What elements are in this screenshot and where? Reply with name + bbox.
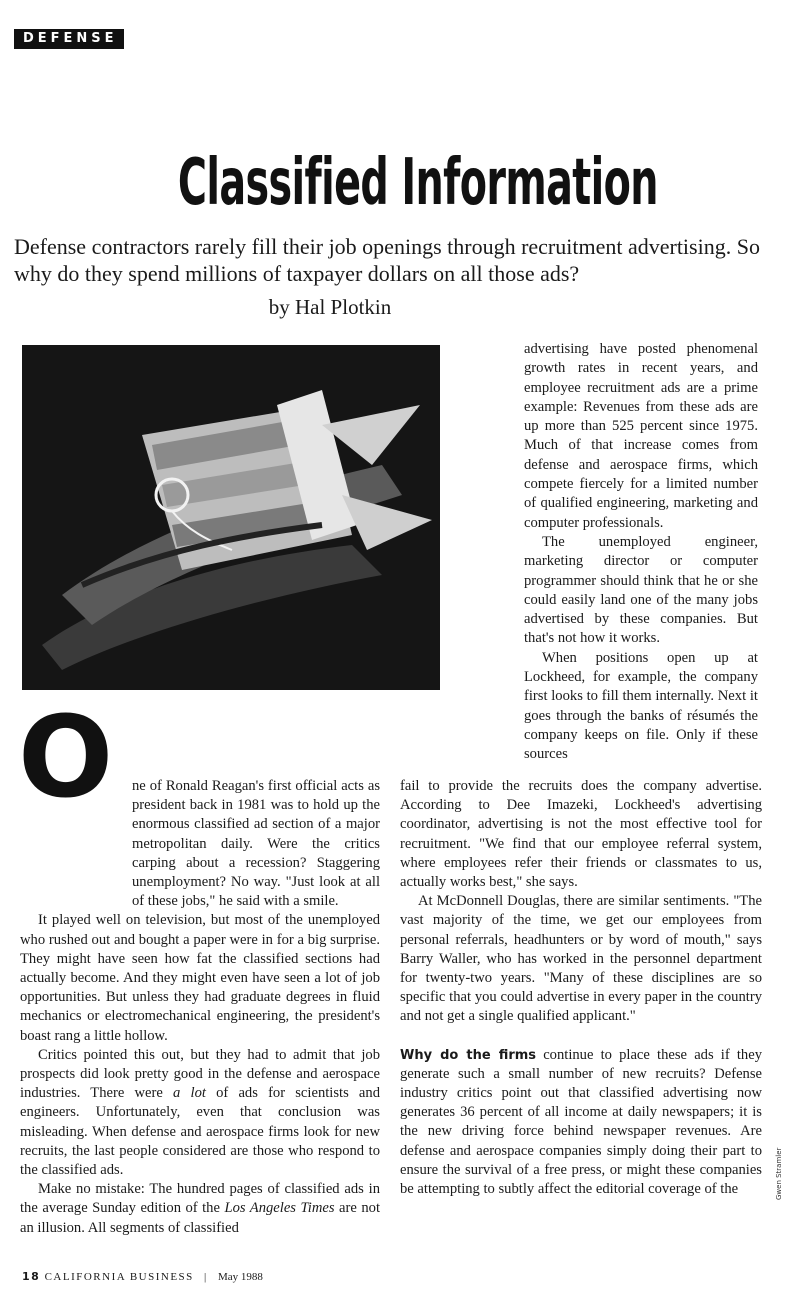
right-column-top xyxy=(524,340,758,765)
paragraph: When positions open up at Lockheed, for example, the company first looks to fill them internally. Next it goes through the banks of résumés the company keeps on file. Only if these sources xyxy=(524,649,758,763)
paragraph: It played well on television, but most of the unemployed who rushed out and bought a paper were in for a big surprise. They might have seen how fat the classified sections had actually become. And they might even have seen a lot of job opportunities. But unless they had graduate degrees in fluid mechanics or electromechanical engineering, the president's boast rang a little hollow. xyxy=(20,912,380,1044)
illustration xyxy=(22,345,440,690)
publication-name: Los Angeles Times xyxy=(224,1200,335,1217)
text-run: continue to place these ads if they generate such a small number of new recruits? Defense industry critics point out that classified advertising now generates 36 percent of all income at daily newspapers; it is the new driving force behind newspaper revenues. Are defense and aerospace companies simply doing their part to ensure the survival of a free press, or might these companies be attempting to subtly affect the editorial coverage of the xyxy=(400,1046,763,1198)
newspaper-wrapped-missile-illustration xyxy=(22,345,440,690)
run-in-head: Why do the firms xyxy=(400,1047,537,1063)
folio-separator: | xyxy=(204,1271,208,1283)
section-tag: DEFENSE xyxy=(14,29,124,49)
drop-cap-letter: O xyxy=(18,712,114,798)
paragraph: fail to provide the recruits does the company advertise. According to Dee Imazeki, Lockheed's advertising coordinator, advertising is not the most effective tool for recruitment. "We find that our employee referral system, where employees refer their friends or classmates to us, actually works best," she says. xyxy=(400,778,762,891)
deck: Defense contractors rarely fill their job openings through recruitment advertising. So why do they spend millions of taxpayer dollars on all those ads? xyxy=(14,234,760,286)
paragraph: The unemployed engineer, marketing director or computer programmer should think that he or she could easily land one of the many jobs advertised by these companies. But that's not how it works. xyxy=(524,533,758,647)
photo-credit: Gwen Stramler xyxy=(775,1147,783,1200)
right-column xyxy=(400,777,762,1199)
paragraph: At McDonnell Douglas, there are similar sentiments. "The vast majority of the time, we get our employees from personal referrals, headhunters or by word of mouth," says Barry Waller, who has worked in the personnel department for twenty-two years. "Many of these disciplines are so specific that you could advertise in every paper in the country and not get a single qualified applicant." xyxy=(400,893,762,1025)
paragraph xyxy=(20,1046,380,1180)
magazine-name: CALIFORNIA BUSINESS xyxy=(44,1271,194,1283)
paragraph xyxy=(20,1180,380,1238)
paragraph xyxy=(400,1046,762,1200)
folio xyxy=(22,1270,263,1283)
issue-date: May 1988 xyxy=(217,1271,263,1283)
headline: Classified Information xyxy=(177,146,658,220)
page-number: 18 xyxy=(22,1270,41,1283)
text-run: of ads for scientists and engineers. Unfortunately, even that conclusion was misleading. When defense and aerospace firms look for new recruits, the last people considered are those who respond to the classified ads. xyxy=(20,1085,381,1179)
left-column xyxy=(20,777,380,1238)
text-run: Critics pointed this out, but they had to admit that job prospects did look pretty good in the defense and aerospace industries. There were xyxy=(20,1046,380,1102)
text-run: are not an illusion. All segments of classified xyxy=(20,1200,380,1236)
text-run: Make no mistake: The hundred pages of classified ads in the average Sunday edition of the xyxy=(20,1181,380,1217)
byline: by Hal Plotkin xyxy=(268,295,392,319)
paragraph: ne of Ronald Reagan's first official acts as president back in 1981 was to hold up the enormous classified ad section of a major metropolitan daily. Were the critics carping about a recession? Staggering unemployment? No way. "Just look at all of these jobs," he said with a smile. xyxy=(132,778,380,910)
paragraph: advertising have posted phenomenal growth rates in recent years, and employee recruitment ads are a prime example: Revenues from these ads are up more than 525 percent since 1975. Much of that increase comes from defense and aerospace firms, which compete fiercely for a limited number of qualified engineering, marketing and computer professionals. xyxy=(524,341,758,531)
emphasis: a lot xyxy=(173,1085,206,1102)
